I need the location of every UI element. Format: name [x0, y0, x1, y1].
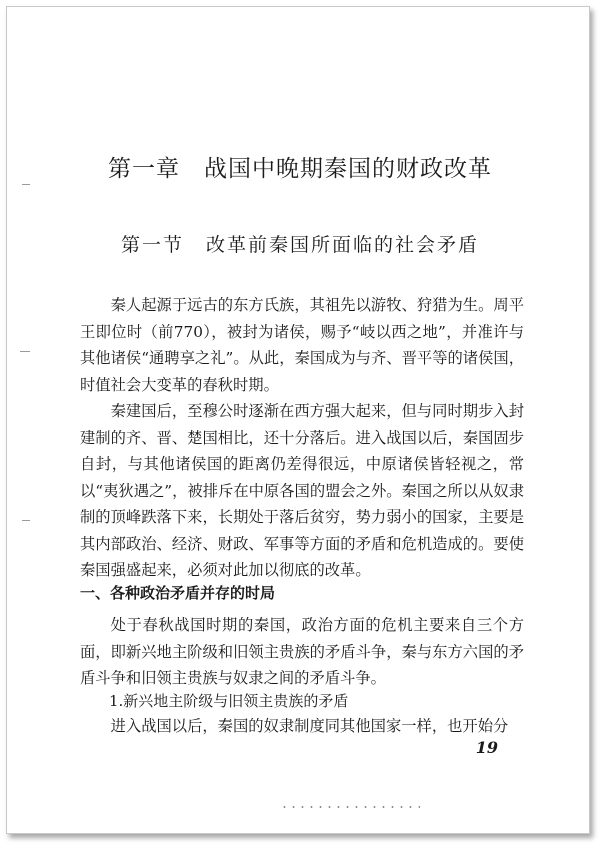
sub-subsection-heading: 1.新兴地主阶级与旧领主贵族的矛盾 — [109, 692, 349, 710]
page-number: 19 — [475, 738, 498, 757]
scan-artifact-dots — [280, 806, 420, 808]
body-paragraph-3: 处于春秋战国时期的秦国，政治方面的危机主要来自三个方面，即新兴地主阶级和旧领主贵族的矛盾斗争，秦与东方六国的矛盾斗争和旧领主贵族与奴隶之间的矛盾斗争。 — [80, 616, 524, 687]
scan-artifact-mark — [22, 520, 30, 521]
body-paragraph-1: 秦人起源于远古的东方氏族，其祖先以游牧、狩猎为生。周平王即位时（前770），被封为诸侯，赐予“岐以西之地”，并准许与其他诸侯“通聘享之礼”。从此，秦国成为与齐、晋平等的诸侯国，时值社会大变革的春秋时期。 — [80, 296, 524, 394]
body-paragraph-4: 进入战国以后，秦国的奴隶制度同其他国家一样，也开始分 — [110, 717, 509, 735]
scan-artifact-mark — [22, 184, 30, 185]
chapter-number: 第一章 — [108, 156, 180, 182]
subsection-heading: 一、各种政治矛盾并存的时局 — [80, 584, 276, 602]
chapter-title — [0, 150, 600, 183]
body-paragraph-2: 秦建国后，至穆公时逐渐在西方强大起来，但与同时期步入封建制的齐、晋、楚国相比，还十分落后。进入战国以后，秦国固步自封，与其他诸侯国的距离仍差得很远，中原诸侯皆轻视之，常以“夷狄遇之”，被排斥在中原各国的盟会之外。秦国之所以从奴隶制的顶峰跌落下来，长期处于落后贫穷，势力弱小的国家，主要是其内部政治、经济、财政、军事等方面的矛盾和危机造成的。要使秦国强盛起来，必须对此加以彻底的改革。 — [80, 402, 524, 579]
section-title — [0, 230, 600, 257]
section-number: 第一节 — [120, 234, 184, 256]
section-title-text: 改革前秦国所面临的社会矛盾 — [206, 234, 480, 256]
scan-artifact-mark — [20, 351, 30, 352]
chapter-title-text: 战国中晚期秦国的财政改革 — [204, 156, 492, 182]
